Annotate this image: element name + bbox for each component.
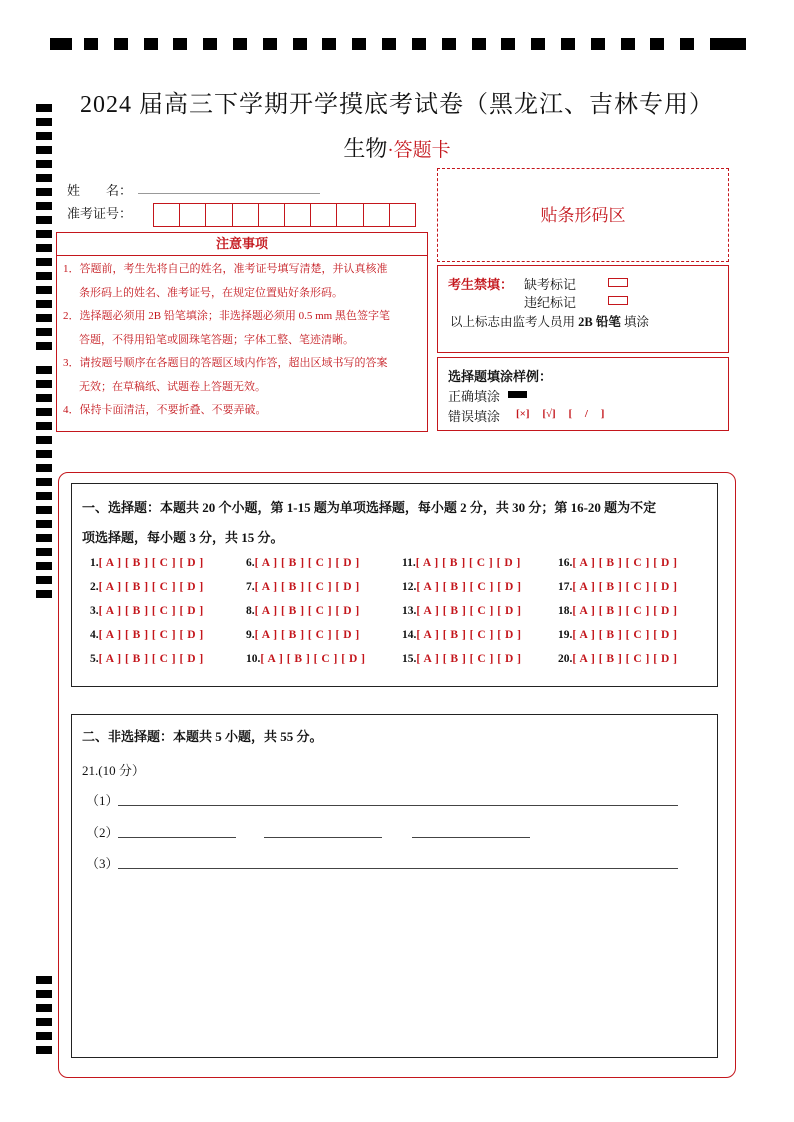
timing-mark	[36, 394, 52, 402]
notice-item: 条形码上的姓名、准考证号，在规定位置贴好条形码。	[79, 286, 343, 299]
question-number: 13.	[402, 605, 417, 617]
notice-list	[57, 256, 427, 423]
choice-question-19[interactable]	[558, 629, 677, 641]
timing-mark	[36, 342, 52, 350]
timing-mark	[621, 38, 635, 50]
choice-question-8[interactable]	[246, 605, 360, 617]
choice-section	[71, 483, 718, 687]
timing-mark	[710, 38, 724, 50]
option-bubbles[interactable]: [ A ] [ B ] [ C ] [ D ]	[254, 629, 360, 641]
notice-item: 3．请按题号顺序在各题目的答题区域内作答，超出区域书写的答案	[63, 357, 388, 369]
choice-question-12[interactable]	[402, 581, 521, 593]
choice-instruction-line2: 项选择题，每小题 3 分，共 15 分。	[82, 530, 284, 545]
question-number: 7.	[246, 581, 255, 593]
timing-mark	[36, 230, 52, 238]
timing-mark	[36, 1018, 52, 1026]
option-bubbles[interactable]: [ A ] [ B ] [ C ] [ D ]	[98, 629, 204, 641]
question-number: 9.	[246, 629, 255, 641]
timing-mark	[382, 38, 396, 50]
timing-mark	[36, 576, 52, 584]
timing-mark	[36, 408, 52, 416]
timing-mark	[36, 118, 52, 126]
wrong-mark: [√]	[542, 408, 556, 420]
timing-mark	[36, 380, 52, 388]
question-number: 1.	[90, 557, 99, 569]
wrong-mark: [ / ]	[568, 408, 605, 420]
timing-mark	[36, 216, 52, 224]
choice-question-17[interactable]	[558, 581, 677, 593]
option-bubbles[interactable]: [ A ] [ B ] [ C ] [ D ]	[415, 557, 521, 569]
question-number: 4.	[90, 629, 99, 641]
timing-mark	[173, 38, 187, 50]
option-bubbles[interactable]: [ A ] [ B ] [ C ] [ D ]	[572, 557, 678, 569]
sample-title: 选择题填涂样例：	[448, 369, 553, 384]
choice-question-10[interactable]	[246, 653, 365, 665]
option-bubbles[interactable]: [ A ] [ B ] [ C ] [ D ]	[98, 653, 204, 665]
timing-mark	[36, 422, 52, 430]
choice-question-7[interactable]	[246, 581, 360, 593]
forbidden-note-bold: 2B 铅笔	[578, 315, 621, 329]
choice-question-9[interactable]	[246, 629, 360, 641]
choice-question-14[interactable]	[402, 629, 521, 641]
part-2-answer-line[interactable]	[118, 837, 236, 838]
notice-item: 答题，不得用铅笔或圆珠笔答题；字体工整、笔迹清晰。	[79, 333, 354, 346]
timing-mark	[36, 244, 52, 252]
timing-mark	[36, 314, 52, 322]
exam-id-label: 准考证号：	[67, 206, 133, 221]
question-number: 17.	[558, 581, 573, 593]
timing-mark	[36, 492, 52, 500]
id-digit-box[interactable]	[206, 203, 232, 227]
question-number: 18.	[558, 605, 573, 617]
timing-mark	[36, 286, 52, 294]
absent-mark-label: 缺考标记	[524, 277, 577, 292]
timing-mark	[50, 38, 72, 50]
timing-mark	[561, 38, 575, 50]
timing-mark	[36, 436, 52, 444]
id-digit-box[interactable]	[364, 203, 390, 227]
id-digit-box[interactable]	[259, 203, 285, 227]
timing-mark	[144, 38, 158, 50]
question-number: 10.	[246, 653, 261, 665]
timing-mark	[36, 506, 52, 514]
timing-mark	[650, 38, 664, 50]
forbidden-box	[437, 265, 729, 353]
timing-mark	[36, 590, 52, 598]
option-bubbles[interactable]: [ A ] [ B ] [ C ] [ D ]	[572, 653, 678, 665]
forbidden-note-prefix: 以上标志由监考人员用	[450, 315, 576, 329]
notice-item: 1．答题前，考生先将自己的姓名，准考证号填写清楚，并认真核准	[63, 263, 388, 275]
question-number: 19.	[558, 629, 573, 641]
subject-name: 生物	[343, 136, 388, 161]
timing-mark	[36, 976, 52, 984]
part-2-label: （2）	[86, 825, 119, 840]
option-bubbles[interactable]: [ A ] [ B ] [ C ] [ D ]	[98, 581, 204, 593]
option-bubbles[interactable]: [ A ] [ B ] [ C ] [ D ]	[416, 629, 522, 641]
subject-suffix: ·答题卡	[387, 140, 451, 161]
id-digit-box[interactable]	[153, 203, 180, 227]
timing-mark	[203, 38, 217, 50]
name-label: 姓 名：	[67, 183, 133, 198]
question-number: 12.	[402, 581, 417, 593]
timing-mark	[36, 258, 52, 266]
question-number: 8.	[246, 605, 255, 617]
timing-mark	[36, 1032, 52, 1040]
id-digit-box[interactable]	[311, 203, 337, 227]
choice-question-4[interactable]	[90, 629, 204, 641]
timing-mark	[36, 548, 52, 556]
question-number: 20.	[558, 653, 573, 665]
timing-mark	[84, 38, 98, 50]
timing-mark	[724, 38, 746, 50]
correct-fill-label: 正确填涂	[448, 389, 501, 404]
timing-mark	[36, 328, 52, 336]
choice-question-15[interactable]	[402, 653, 521, 665]
option-bubbles[interactable]: [ A ] [ B ] [ C ] [ D ]	[98, 605, 204, 617]
timing-mark	[36, 990, 52, 998]
timing-mark	[36, 174, 52, 182]
option-bubbles[interactable]: [ A ] [ B ] [ C ] [ D ]	[254, 581, 360, 593]
part-2-answer-line[interactable]	[264, 837, 382, 838]
timing-mark	[36, 272, 52, 280]
timing-mark	[263, 38, 277, 50]
id-digit-box[interactable]	[285, 203, 311, 227]
choice-question-6[interactable]	[246, 557, 360, 569]
choice-question-5[interactable]	[90, 653, 204, 665]
violation-mark-box[interactable]	[608, 296, 628, 305]
id-digit-box[interactable]	[233, 203, 259, 227]
wrong-mark: [×]	[516, 408, 530, 420]
top-timing-marks	[50, 38, 746, 52]
exam-title: 2024 届高三下学期开学摸底考试卷（黑龙江、吉林专用）	[80, 92, 714, 118]
timing-mark	[293, 38, 307, 50]
option-bubbles[interactable]: [ A ] [ B ] [ C ] [ D ]	[572, 629, 678, 641]
choice-question-2[interactable]	[90, 581, 204, 593]
question-number: 11.	[402, 557, 416, 569]
timing-mark	[531, 38, 545, 50]
id-digit-box[interactable]	[180, 203, 206, 227]
notice-box	[56, 232, 428, 432]
option-bubbles[interactable]: [ A ] [ B ] [ C ] [ D ]	[98, 557, 204, 569]
part-3-label: （3）	[86, 856, 119, 871]
violation-mark-label: 违纪标记	[524, 295, 577, 310]
part-3-answer-line[interactable]	[118, 868, 678, 869]
option-bubbles[interactable]: [ A ] [ B ] [ C ] [ D ]	[416, 605, 522, 617]
question-number: 15.	[402, 653, 417, 665]
left-timing-marks-middle	[36, 366, 52, 604]
forbidden-note	[450, 312, 649, 330]
exam-id-boxes[interactable]	[153, 203, 416, 225]
choice-question-16[interactable]	[558, 557, 677, 569]
choice-question-1[interactable]	[90, 557, 204, 569]
timing-mark	[36, 464, 52, 472]
timing-mark	[472, 38, 486, 50]
timing-mark	[36, 188, 52, 196]
barcode-label: 贴条形码区	[540, 206, 626, 225]
timing-mark	[36, 562, 52, 570]
notice-title: 注意事项	[57, 233, 427, 256]
name-field[interactable]	[138, 193, 320, 194]
question-number: 6.	[246, 557, 255, 569]
forbidden-label: 考生禁填：	[448, 277, 514, 292]
forbidden-note-suffix: 填涂	[623, 315, 649, 329]
timing-mark	[36, 1004, 52, 1012]
timing-mark	[36, 450, 52, 458]
timing-mark	[36, 478, 52, 486]
option-bubbles[interactable]: [ A ] [ B ] [ C ] [ D ]	[572, 605, 678, 617]
id-digit-box[interactable]	[390, 203, 416, 227]
nonchoice-section	[71, 714, 718, 1058]
subject-title	[0, 132, 794, 163]
choice-question-11[interactable]	[402, 557, 521, 569]
option-bubbles[interactable]: [ A ] [ B ] [ C ] [ D ]	[416, 653, 522, 665]
question-number: 14.	[402, 629, 417, 641]
timing-mark	[412, 38, 426, 50]
option-bubbles[interactable]: [ A ] [ B ] [ C ] [ D ]	[572, 581, 678, 593]
question-number: 2.	[90, 581, 99, 593]
timing-mark	[114, 38, 128, 50]
correct-fill-sample	[508, 391, 527, 398]
option-bubbles[interactable]: [ A ] [ B ] [ C ] [ D ]	[416, 581, 522, 593]
timing-mark	[352, 38, 366, 50]
sample-box	[437, 357, 729, 431]
timing-mark	[680, 38, 694, 50]
notice-item: 4．保持卡面清洁，不要折叠、不要弄破。	[63, 404, 267, 416]
notice-item: 无效；在草稿纸、试题卷上答题无效。	[79, 380, 266, 393]
left-timing-marks-bottom	[36, 976, 52, 1060]
question-21-label: 21.(10 分）	[82, 763, 145, 778]
part-1-label: （1）	[86, 793, 119, 808]
timing-mark	[36, 534, 52, 542]
timing-mark	[322, 38, 336, 50]
notice-item: 2．选择题必须用 2B 铅笔填涂；非选择题必须用 0.5 mm 黑色签字笔	[63, 310, 390, 322]
timing-mark	[442, 38, 456, 50]
timing-mark	[36, 202, 52, 210]
choice-instruction-line1: 一、选择题：本题共 20 个小题，第 1-15 题为单项选择题，每小题 2 分，共 30 分；第 16-20 题为不定	[82, 500, 657, 515]
question-number: 16.	[558, 557, 573, 569]
barcode-area	[437, 168, 729, 262]
option-bubbles[interactable]: [ A ] [ B ] [ C ] [ D ]	[260, 653, 366, 665]
wrong-fill-label: 错误填涂	[448, 409, 501, 424]
choice-question-3[interactable]	[90, 605, 204, 617]
question-number: 3.	[90, 605, 99, 617]
nonchoice-title: 二、非选择题：本题共 5 小题，共 55 分。	[82, 729, 323, 744]
option-bubbles[interactable]: [ A ] [ B ] [ C ] [ D ]	[254, 605, 360, 617]
timing-mark	[36, 520, 52, 528]
timing-mark	[36, 1046, 52, 1054]
timing-mark	[233, 38, 247, 50]
question-number: 5.	[90, 653, 99, 665]
choice-question-20[interactable]	[558, 653, 677, 665]
timing-mark	[36, 366, 52, 374]
id-digit-box[interactable]	[337, 203, 363, 227]
absent-mark-box[interactable]	[608, 278, 628, 287]
part-2-answer-line[interactable]	[412, 837, 530, 838]
option-bubbles[interactable]: [ A ] [ B ] [ C ] [ D ]	[254, 557, 360, 569]
timing-mark	[36, 300, 52, 308]
wrong-fill-samples	[516, 408, 604, 420]
part-1-answer-line[interactable]	[118, 805, 678, 806]
timing-mark	[501, 38, 515, 50]
choice-question-13[interactable]	[402, 605, 521, 617]
choice-question-18[interactable]	[558, 605, 677, 617]
timing-mark	[591, 38, 605, 50]
